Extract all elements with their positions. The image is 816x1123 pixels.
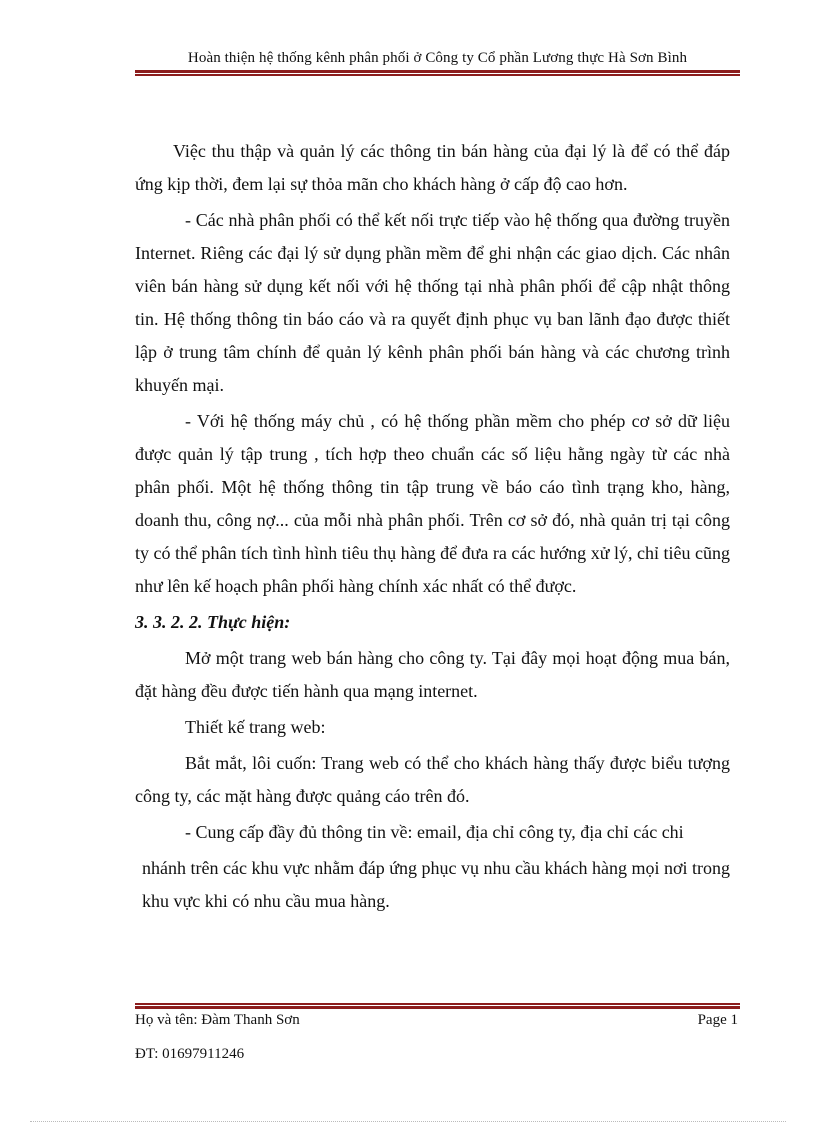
paragraph: nhánh trên các khu vực nhằm đáp ứng phục vụ nhu cầu khách hàng mọi nơi trong khu vực khi có nhu cầu mua hàng.: [142, 858, 730, 911]
paragraph: Bắt mắt, lôi cuốn: Trang web có thể cho khách hàng thấy được biểu tượng công ty, các mặt hàng được quảng cáo trên đó.: [135, 753, 730, 806]
paragraph: Thiết kế trang web:: [185, 717, 326, 737]
paragraph: - Các nhà phân phối có thể kết nối trực tiếp vào hệ thống qua đường truyền Internet. Riêng các đại lý sử dụng phần mềm để ghi nhận các giao dịch. Các nhân viên bán hàng sử dụng kết nối với hệ thống tại nhà phân phối để cập nhật thông tin. Hệ thống thông tin báo cáo và ra quyết định phục vụ ban lãnh đạo được thiết lập ở trung tâm chính để quản lý kênh phân phối bán hàng và các chương trình khuyến mại.: [135, 210, 730, 395]
section-heading: 3. 3. 2. 2. Thực hiện:: [135, 612, 291, 632]
paragraph: Mở một trang web bán hàng cho công ty. Tại đây mọi hoạt động mua bán, đặt hàng đều được tiến hành qua mạng internet.: [135, 648, 730, 701]
paragraph: - Với hệ thống máy chủ , có hệ thống phần mềm cho phép cơ sở dữ liệu được quản lý tập trung , tích hợp theo chuẩn các số liệu hằng ngày từ các nhà phân phối. Một hệ thống thông tin tập trung về báo cáo tình trạng kho, hàng, doanh thu, công nợ... của mỗi nhà phân phối. Trên cơ sở đó, nhà quản trị tại công ty có thể phân tích tình hình tiêu thụ hàng để đưa ra các hướng xử lý, chỉ tiêu cũng như lên kế hoạch phân phối hàng chính xác nhất có thể được.: [135, 411, 730, 596]
footer-author: Họ và tên: Đàm Thanh Sơn: [135, 1012, 300, 1028]
page-number: Page 1: [697, 1012, 738, 1028]
footer-divider: [135, 1003, 740, 1009]
paragraph: - Cung cấp đầy đủ thông tin về: email, địa chỉ công ty, địa chỉ các chi: [185, 822, 684, 842]
page-edge-divider: [30, 1121, 786, 1122]
body-text: [135, 135, 730, 921]
header-divider: [135, 70, 740, 76]
paragraph: Việc thu thập và quản lý các thông tin bán hàng của đại lý là để có thể đáp ứng kịp thời, đem lại sự thỏa mãn cho khách hàng ở cấp độ cao hơn.: [135, 141, 730, 194]
header-title: Hoàn thiện hệ thống kênh phân phối ở Công ty Cổ phần Lương thực Hà Sơn Bình: [187, 50, 688, 66]
footer-phone: ĐT: 01697911246: [135, 1046, 245, 1062]
